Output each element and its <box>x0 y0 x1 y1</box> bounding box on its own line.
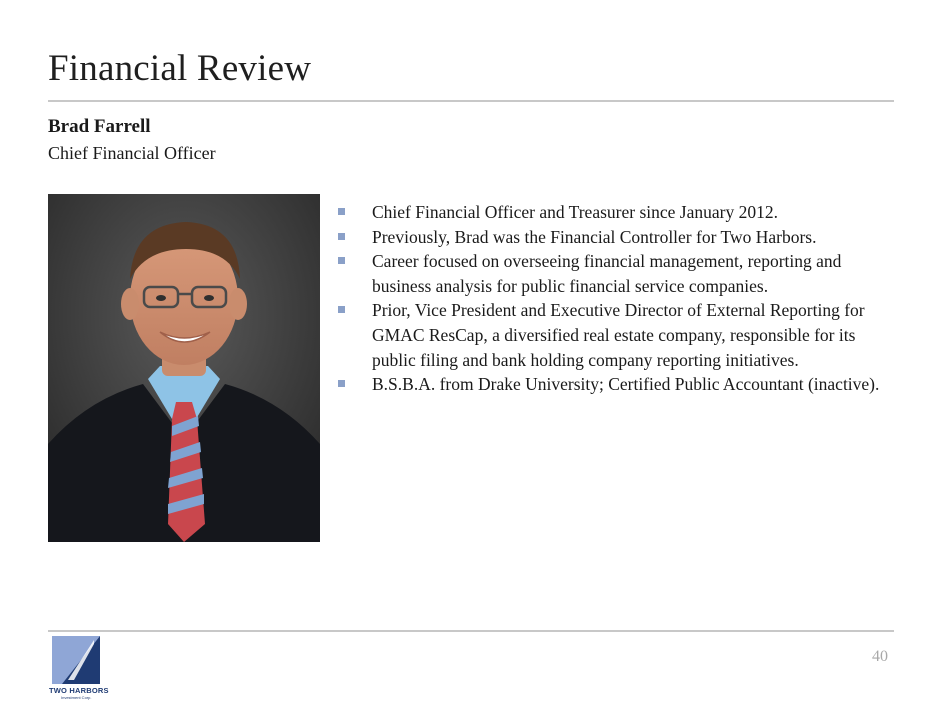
bullet-text: B.S.B.A. from Drake University; Certified Public Accountant (inactive). <box>372 374 880 395</box>
slide-title: Financial Review <box>48 48 312 89</box>
logo-name: TWO HARBORS <box>49 686 109 695</box>
square-bullet-icon <box>338 208 345 215</box>
bio-bullet-list <box>338 200 898 397</box>
footer-divider <box>48 630 894 632</box>
square-bullet-icon <box>338 380 345 387</box>
page-number: 40 <box>872 648 888 665</box>
bullet-text: Previously, Brad was the Financial Controller for Two Harbors. <box>372 226 817 247</box>
person-name: Brad Farrell <box>48 116 151 137</box>
square-bullet-icon <box>338 257 345 264</box>
logo-subtitle: Investment Corp. <box>61 695 92 700</box>
list-item <box>338 225 898 250</box>
bullet-text: Prior, Vice President and Executive Director of External Reporting for GMAC ResCap, a diversified real estate company, responsible for its public filing and bank holding company reporting initiatives. <box>372 300 865 370</box>
portrait-photo <box>48 194 320 542</box>
title-divider <box>48 100 894 102</box>
person-role: Chief Financial Officer <box>48 143 216 163</box>
square-bullet-icon <box>338 233 345 240</box>
list-item <box>338 200 898 225</box>
list-item <box>338 298 898 372</box>
bullet-text: Career focused on overseeing financial management, reporting and business analysis for public financial service companies. <box>372 251 842 296</box>
list-item <box>338 249 898 298</box>
square-bullet-icon <box>338 306 345 313</box>
list-item <box>338 372 898 397</box>
bullet-text: Chief Financial Officer and Treasurer since January 2012. <box>372 202 778 222</box>
